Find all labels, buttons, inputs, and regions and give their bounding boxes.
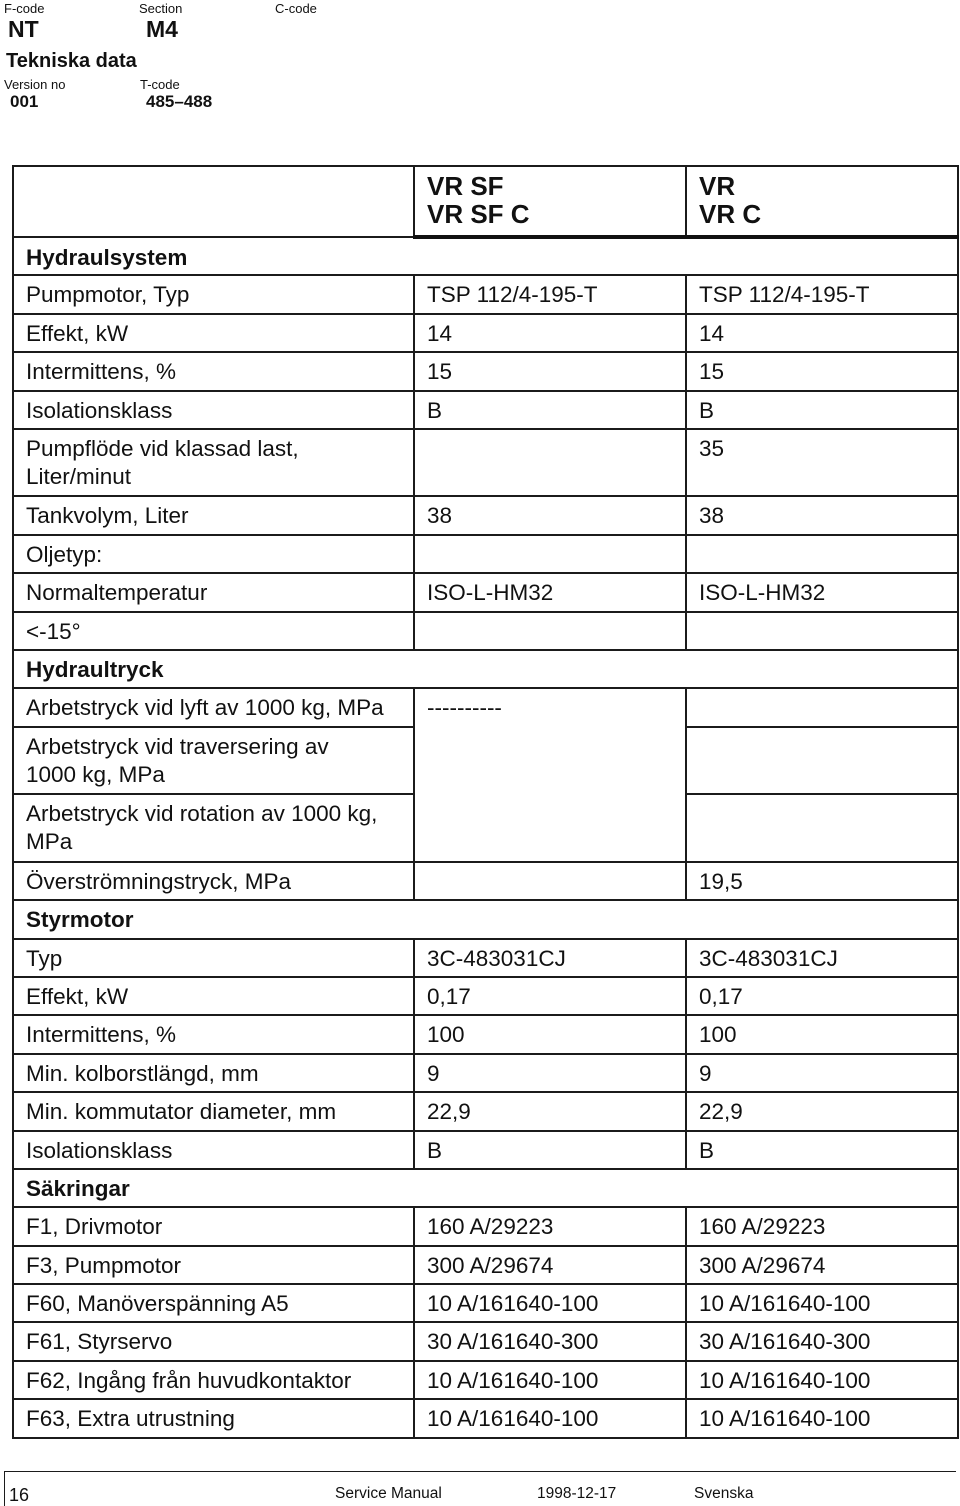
table-row xyxy=(13,535,958,573)
spec-value-vr: 9 xyxy=(686,1054,958,1092)
spec-value-vr-sf: 300 A/29674 xyxy=(414,1246,686,1284)
table-row xyxy=(13,1092,958,1130)
spec-value-vr-sf: 10 A/161640-100 xyxy=(414,1399,686,1437)
table-row xyxy=(13,1322,958,1360)
spec-value-vr xyxy=(686,727,958,795)
spec-value-vr: 19,5 xyxy=(686,862,958,900)
spec-value-vr: 30 A/161640-300 xyxy=(686,1322,958,1360)
spec-value-vr: 35 xyxy=(686,429,958,497)
column-header-line: VR SF xyxy=(427,171,504,201)
spec-value-vr: ISO-L-HM32 xyxy=(686,573,958,611)
column-header-line: VR xyxy=(699,171,736,201)
spec-value-vr: 160 A/29223 xyxy=(686,1207,958,1245)
section-value: M4 xyxy=(146,16,178,42)
spec-value-vr: 0,17 xyxy=(686,977,958,1015)
spec-label: Isolationsklass xyxy=(13,391,414,429)
spec-label-line: 1000 kg, MPa xyxy=(26,761,165,787)
spec-value-vr: 15 xyxy=(686,352,958,390)
table-row xyxy=(13,1015,958,1053)
fcode-value: NT xyxy=(8,16,39,42)
spec-label-line: MPa xyxy=(26,829,73,855)
spec-value-vr xyxy=(686,688,958,726)
spec-value-vr: 300 A/29674 xyxy=(686,1246,958,1284)
spec-label: Effekt, kW xyxy=(13,977,414,1015)
spec-label: F63, Extra utrustning xyxy=(13,1399,414,1437)
table-header-row xyxy=(13,166,958,237)
page-number: 16 xyxy=(9,1485,30,1505)
spec-value-vr-sf: 3C-483031CJ xyxy=(414,939,686,977)
spec-label: Intermittens, % xyxy=(13,1015,414,1053)
page-footer xyxy=(4,1471,956,1506)
table-row xyxy=(13,688,958,726)
section-heading: Hydraultryck xyxy=(13,650,958,688)
spec-label-line: Arbetstryck vid rotation av 1000 kg, xyxy=(26,801,378,827)
table-row xyxy=(13,352,958,390)
spec-value-vr-sf: 10 A/161640-100 xyxy=(414,1284,686,1322)
table-row xyxy=(13,1207,958,1245)
spec-value-vr-sf: 15 xyxy=(414,352,686,390)
table-row xyxy=(13,391,958,429)
spec-value-vr-sf xyxy=(414,429,686,497)
table-row xyxy=(13,1131,958,1169)
section-row xyxy=(13,900,958,938)
fcode-label: F-code xyxy=(4,1,45,16)
spec-label: Pumpmotor, Typ xyxy=(13,275,414,313)
table-row xyxy=(13,1284,958,1322)
column-header-line: VR SF C xyxy=(427,199,530,229)
section-row xyxy=(13,1169,958,1207)
spec-value-vr: 14 xyxy=(686,314,958,352)
section-heading: Hydraulsystem xyxy=(13,237,958,275)
spec-value-vr: 38 xyxy=(686,496,958,534)
spec-label: Överströmningstryck, MPa xyxy=(13,862,414,900)
spec-value-vr-sf xyxy=(414,862,686,900)
spec-label-line: Pumpflöde vid klassad last, xyxy=(26,435,299,461)
document-name: Service Manual xyxy=(335,1485,442,1502)
spec-value-vr: B xyxy=(686,391,958,429)
spec-label xyxy=(13,727,414,795)
spec-label: Effekt, kW xyxy=(13,314,414,352)
spec-label: Min. kommutator diameter, mm xyxy=(13,1092,414,1130)
version-value: 001 xyxy=(10,92,39,111)
tech-data-table xyxy=(12,165,959,1439)
document-language: Svenska xyxy=(694,1485,754,1502)
section-row xyxy=(13,237,958,275)
spec-value-vr-sf xyxy=(414,535,686,573)
spec-value-vr-sf: 10 A/161640-100 xyxy=(414,1361,686,1399)
spec-label: <-15° xyxy=(13,612,414,650)
table-row xyxy=(13,862,958,900)
spec-value-vr xyxy=(686,612,958,650)
spec-value-vr-sf xyxy=(414,612,686,650)
ccode-label: C-code xyxy=(275,1,317,16)
table-row xyxy=(13,496,958,534)
header-empty-cell xyxy=(13,166,414,237)
table-row xyxy=(13,1246,958,1284)
column-header-vr-sf xyxy=(414,166,686,237)
document-date: 1998-12-17 xyxy=(537,1485,617,1502)
page-title: Tekniska data xyxy=(6,50,137,72)
spec-label: Oljetyp: xyxy=(13,535,414,573)
spec-label: Min. kolborstlängd, mm xyxy=(13,1054,414,1092)
table-row xyxy=(13,1361,958,1399)
spec-label: F60, Manöverspänning A5 xyxy=(13,1284,414,1322)
table-row xyxy=(13,939,958,977)
spec-label: Arbetstryck vid lyft av 1000 kg, MPa xyxy=(13,688,414,726)
spec-value-vr-sf: B xyxy=(414,1131,686,1169)
spec-value-vr xyxy=(686,535,958,573)
column-header-vr xyxy=(686,166,958,237)
spec-value-vr-sf: 0,17 xyxy=(414,977,686,1015)
section-heading: Styrmotor xyxy=(13,900,958,938)
spec-value-vr-sf: 160 A/29223 xyxy=(414,1207,686,1245)
spec-value-vr-sf: 30 A/161640-300 xyxy=(414,1322,686,1360)
table-row xyxy=(13,612,958,650)
spec-value-vr: 10 A/161640-100 xyxy=(686,1399,958,1437)
spec-label xyxy=(13,794,414,862)
table-row xyxy=(13,573,958,611)
spec-value-vr-sf: 22,9 xyxy=(414,1092,686,1130)
spec-label: Isolationsklass xyxy=(13,1131,414,1169)
tcode-value: 485–488 xyxy=(146,92,213,111)
spec-value-vr: 100 xyxy=(686,1015,958,1053)
spec-label: Typ xyxy=(13,939,414,977)
spec-label: F62, Ingång från huvudkontaktor xyxy=(13,1361,414,1399)
table-row xyxy=(13,1399,958,1437)
version-label: Version no xyxy=(4,77,66,92)
section-heading: Säkringar xyxy=(13,1169,958,1207)
table-row xyxy=(13,1054,958,1092)
table-row xyxy=(13,429,958,497)
section-label: Section xyxy=(139,1,183,16)
working-pressure-value-vr-sf: ---------- xyxy=(414,688,686,861)
spec-value-vr: 3C-483031CJ xyxy=(686,939,958,977)
spec-value-vr: 10 A/161640-100 xyxy=(686,1284,958,1322)
spec-label: Intermittens, % xyxy=(13,352,414,390)
spec-value-vr-sf: ISO-L-HM32 xyxy=(414,573,686,611)
spec-value-vr: 22,9 xyxy=(686,1092,958,1130)
spec-value-vr: B xyxy=(686,1131,958,1169)
spec-value-vr-sf: 38 xyxy=(414,496,686,534)
spec-value-vr-sf: B xyxy=(414,391,686,429)
spec-label: F3, Pumpmotor xyxy=(13,1246,414,1284)
spec-value-vr-sf: 100 xyxy=(414,1015,686,1053)
spec-label-line: Arbetstryck vid traversering av xyxy=(26,733,329,759)
table-row xyxy=(13,314,958,352)
spec-value-vr: 10 A/161640-100 xyxy=(686,1361,958,1399)
spec-label: F1, Drivmotor xyxy=(13,1207,414,1245)
spec-label: Tankvolym, Liter xyxy=(13,496,414,534)
spec-label-line: Liter/minut xyxy=(26,463,132,489)
spec-value-vr-sf: TSP 112/4-195-T xyxy=(414,275,686,313)
table-row xyxy=(13,977,958,1015)
spec-label xyxy=(13,429,414,497)
column-header-line: VR C xyxy=(699,199,762,229)
spec-label: F61, Styrservo xyxy=(13,1322,414,1360)
spec-value-vr: TSP 112/4-195-T xyxy=(686,275,958,313)
spec-value-vr-sf: 14 xyxy=(414,314,686,352)
spec-value-vr-sf: 9 xyxy=(414,1054,686,1092)
tcode-label: T-code xyxy=(140,77,180,92)
section-row xyxy=(13,650,958,688)
spec-label: Normaltemperatur xyxy=(13,573,414,611)
spec-value-vr xyxy=(686,794,958,862)
table-row xyxy=(13,275,958,313)
